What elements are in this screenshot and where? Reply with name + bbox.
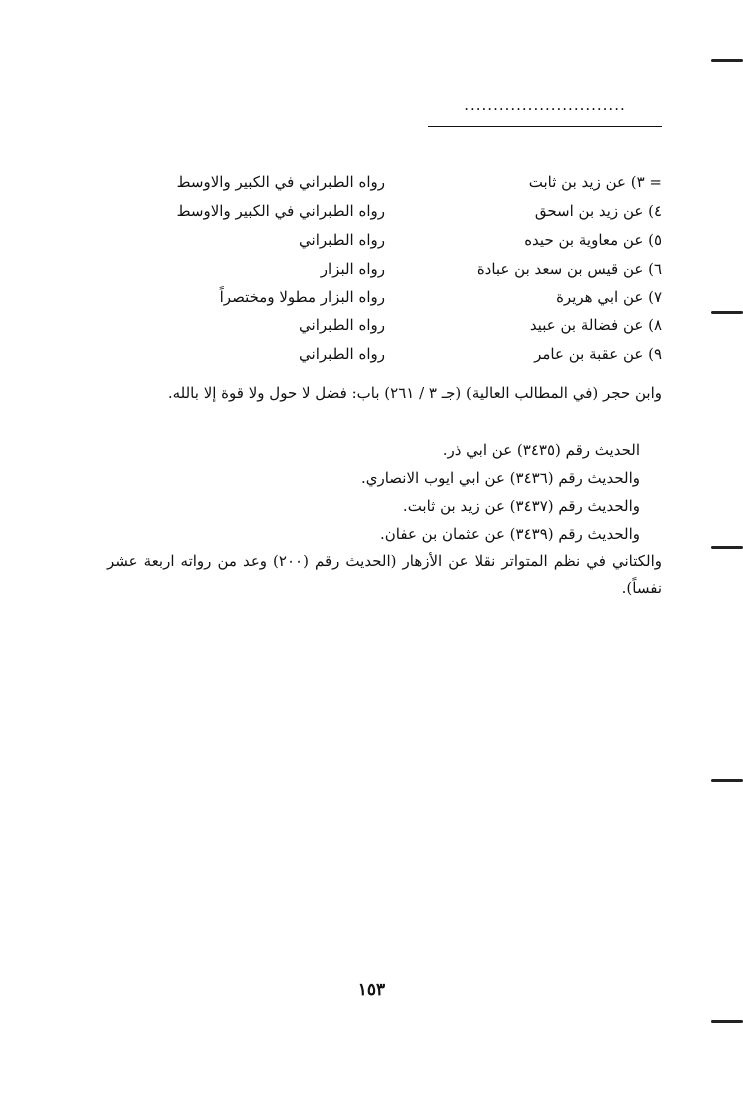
hadith-line: الحديث رقم (٣٤٣٥) عن ابي ذر. xyxy=(442,441,640,459)
hadith-line: والحديث رقم (٣٤٣٧) عن زيد بن ثابت. xyxy=(402,497,640,515)
edge-mark xyxy=(711,1020,743,1023)
source-entry: رواه الطبراني xyxy=(299,316,385,334)
paragraph-kattani: والكتاني في نظم المتواتر نقلا عن الأزهار (الحديث رقم (٢٠٠) وعد من رواته اربعة عشر نفساً). xyxy=(107,552,662,597)
narrator-entry: ٨) عن فضالة بن عبيد xyxy=(529,316,662,334)
source-entry: رواه البزار xyxy=(320,260,385,278)
narrator-entry: ٤) عن زيد بن اسحق xyxy=(534,202,662,220)
source-entry: رواه البزار مطولا ومختصراً xyxy=(219,288,385,306)
header-dots: ............................ xyxy=(464,96,626,114)
edge-mark xyxy=(711,779,743,782)
edge-mark xyxy=(711,546,743,549)
source-entry: رواه الطبراني xyxy=(299,231,385,249)
edge-mark xyxy=(711,311,743,314)
source-entry: رواه الطبراني xyxy=(299,345,385,363)
hadith-line: والحديث رقم (٣٤٣٩) عن عثمان بن عفان. xyxy=(380,525,640,543)
header-rule xyxy=(428,126,662,127)
narrator-entry: ٦) عن قيس بن سعد بن عبادة xyxy=(476,260,662,278)
paragraph-ibn-hajar: وابن حجر (في المطالب العالية) (جـ ٣ / ٢٦١) باب: فضل لا حول ولا قوة إلا بالله. xyxy=(167,384,662,402)
narrator-entry: = ٣) عن زيد بن ثابت xyxy=(528,173,662,191)
narrator-entry: ٩) عن عقبة بن عامر xyxy=(534,345,662,363)
page-number: ١٥٣ xyxy=(357,980,386,1000)
edge-mark xyxy=(711,59,743,62)
hadith-line: والحديث رقم (٣٤٣٦) عن ابي ايوب الانصاري. xyxy=(360,469,640,487)
narrator-entry: ٧) عن ابي هريرة xyxy=(556,288,662,306)
narrator-entry: ٥) عن معاوية بن حيده xyxy=(524,231,662,249)
source-entry: رواه الطبراني في الكبير والاوسط xyxy=(176,173,385,191)
source-entry: رواه الطبراني في الكبير والاوسط xyxy=(176,202,385,220)
